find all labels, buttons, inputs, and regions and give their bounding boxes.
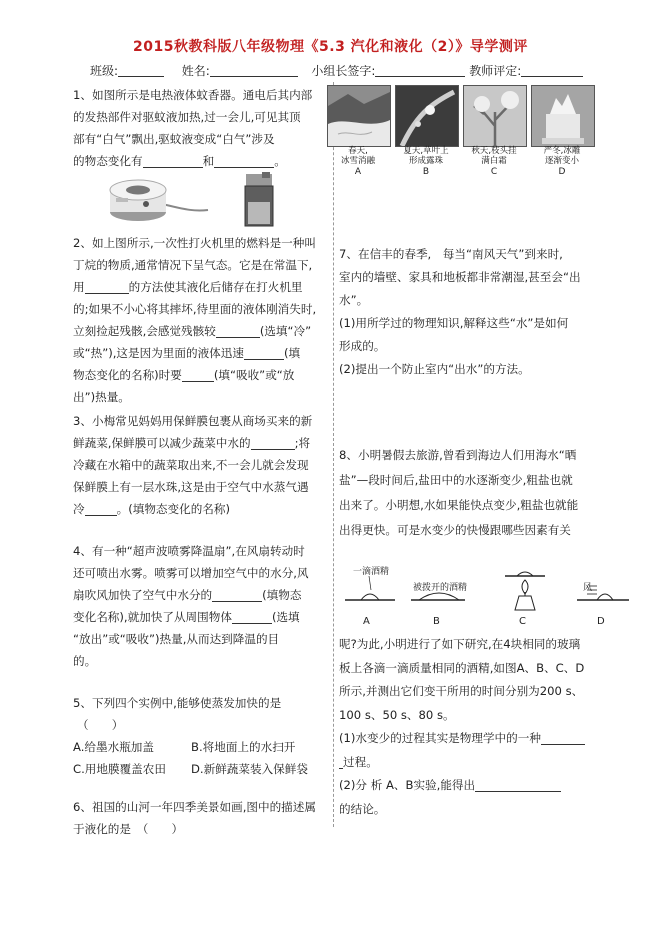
question-4 (73, 540, 335, 672)
exp-label-a: 一滴酒精 (353, 567, 390, 577)
q8-text: (2)分 析 A、B实验,能得出 (339, 778, 476, 792)
lighter-image (240, 172, 280, 228)
photo-caption: 严冬,冰雕 (543, 146, 581, 156)
answer-blank[interactable] (475, 778, 561, 792)
question-7 (339, 243, 601, 381)
answer-blank[interactable] (85, 502, 117, 516)
q3-text: 3、小梅常见妈妈用保鲜膜包裹从商场买来的新 (73, 414, 313, 428)
answer-blank[interactable] (143, 154, 203, 168)
photo-caption: 夏天,草叶上 (403, 146, 449, 156)
photo-letter: C (490, 167, 498, 177)
photo-caption: 春天, (348, 146, 368, 156)
experiment-drawing (343, 556, 633, 616)
answer-blank[interactable] (251, 436, 295, 450)
q2-text: 立刻捡起残骸,会感觉残骸较 (73, 324, 216, 338)
q8-text: 呢?为此,小明进行了如下研究,在4块相同的玻璃 (339, 637, 581, 651)
q8-text: 过程。 (343, 754, 378, 769)
q2-text: 用 (73, 280, 85, 294)
photo-spring-snow-melting (327, 85, 391, 147)
photo-caption: 形成露珠 (408, 156, 443, 166)
option-c[interactable]: C.用地膜覆盖农田 (73, 762, 166, 776)
q7-text: (1)用所学过的物理知识,解释这些“水”是如何 (339, 316, 569, 330)
answer-blank[interactable] (212, 588, 262, 602)
q1-text: 和 (202, 154, 215, 168)
q5-answer-bracket: （ ） (77, 718, 124, 732)
q3-text: 保鲜膜上有一层水珠,这是由于空气中水蒸气遇 (73, 480, 309, 494)
q6-text: 于液化的是 （ ） (73, 822, 184, 836)
season-photos (327, 85, 595, 180)
exp-letter-b: B (433, 616, 440, 627)
q4-text: (填物态 (262, 588, 302, 602)
photo-autumn-frost (463, 85, 527, 147)
q1-text: 的发热部件对驱蚊液加热,过一会儿,可见其顶 (73, 110, 301, 124)
q4-text: “放出”或“吸收”)热量,从而达到降温的目 (73, 632, 280, 646)
answer-blank[interactable] (244, 346, 284, 360)
mosquito-heater-image (100, 168, 210, 228)
q8-text: 出得更快。可是水变少的快慢跟哪些因素有关 (339, 523, 571, 537)
student-info-line (90, 62, 583, 79)
exp-label-b: 被拨开的酒精 (413, 583, 468, 593)
q8-text: (1)水变少的过程其实是物理学中的一种 (339, 731, 541, 745)
q4-text: 的。 (73, 654, 97, 668)
q6-text: 6、祖国的山河一年四季美景如画,图中的描述属 (73, 800, 316, 814)
q7-text: 7、在信丰的春季, 每当“南风天气”到来时, (339, 247, 563, 261)
question-1 (73, 84, 333, 172)
question-3 (73, 410, 335, 520)
q8-text: 的结论。 (339, 801, 386, 816)
q2-text: (填“吸收”或“放 (213, 368, 295, 382)
option-d[interactable]: D.新鲜蔬菜装入保鲜袋 (191, 762, 308, 776)
q8-text: 出来了。小明想,水如果能快点变少,粗盐也就能 (339, 498, 579, 512)
q2-text: 的;如果不小心将其摔坏,待里面的液体刚消失时, (73, 302, 317, 316)
photo-caption: 满白霜 (481, 156, 507, 166)
leader-label: 小组长签字: (311, 64, 376, 78)
q3-text: 冷藏在水箱中的蔬菜取出来,不一会儿就会发现 (73, 458, 309, 472)
photo-caption: 秋天,枝头挂 (471, 146, 517, 156)
q8-text: 板上各滴一滴质量相同的酒精,如图A、B、C、D (339, 660, 585, 675)
q2-text: (选填“冷” (259, 324, 312, 338)
photo-letter: A (354, 167, 362, 177)
answer-blank[interactable] (85, 280, 129, 294)
q3-text: 冷 (73, 502, 85, 516)
photo-caption: 冰雪消融 (340, 156, 375, 166)
exp-letter-c: C (519, 616, 526, 627)
q7-text: 形成的。 (339, 339, 386, 353)
q2-text: 2、如上图所示,一次性打火机里的燃料是一种叫 (73, 236, 316, 250)
exp-label-d: 风 (583, 583, 593, 593)
q2-text: 物态变化的名称)时要 (73, 368, 182, 382)
question-5 (73, 692, 335, 780)
leader-field[interactable] (375, 64, 465, 77)
teacher-field[interactable] (521, 64, 583, 77)
q2-text: (填 (283, 346, 301, 360)
answer-blank[interactable] (216, 324, 260, 338)
answer-blank[interactable] (232, 610, 272, 624)
question-8-intro (339, 443, 601, 543)
answer-blank[interactable] (214, 154, 274, 168)
name-field[interactable] (210, 64, 298, 77)
page-title: 2015秋教科版八年级物理《5.3 汽化和液化（2）》导学测评 (133, 39, 528, 55)
evaporation-experiment-diagram (343, 556, 633, 626)
photo-caption: 逐渐变小 (544, 156, 579, 166)
answer-blank[interactable] (541, 731, 585, 745)
q2-text: 丁烷的物质,通常情况下呈气态。它是在常温下, (73, 258, 313, 272)
q3-text: 鲜蔬菜,保鲜膜可以减少蔬菜中水的 (73, 436, 251, 450)
q4-text: 还可喷出水雾。喷雾可以增加空气中的水分,风 (73, 566, 309, 580)
photo-summer-dew (395, 85, 459, 147)
q8-text: 盐”—段时间后,盐田中的水逐渐变少,粗盐也就 (339, 473, 573, 487)
q7-text: 室内的墙壁、家具和地板都非常潮湿,甚至会“出 (339, 270, 581, 284)
q2-text: 或“热”),这是因为里面的液体迅速 (73, 346, 244, 360)
question-2 (73, 232, 335, 408)
exp-letter-a: A (363, 616, 370, 627)
q1-text: 。 (274, 154, 286, 168)
teacher-label: 教师评定: (469, 64, 522, 78)
q4-text: 扇吹风加快了空气中水分的 (73, 588, 213, 602)
question-8-body (339, 633, 601, 821)
option-b[interactable]: B.将地面上的水扫开 (191, 740, 296, 754)
question-6 (73, 796, 335, 840)
q7-text: (2)提出一个防止室内“出水”的方法。 (339, 362, 530, 376)
photo-letter: D (558, 167, 566, 177)
q3-text: ;将 (294, 436, 311, 450)
q1-text: 部有“白气”飘出,驱蚊液变成“白气”涉及 (73, 132, 275, 146)
class-label: 班级: (90, 64, 119, 78)
q4-text: (选填 (271, 610, 300, 624)
q7-text: 水”。 (339, 293, 369, 307)
q4-text: 4、有一种“超声波喷雾降温扇”,在风扇转动时 (73, 544, 305, 558)
q5-text: 5、下列四个实例中,能够使蒸发加快的是 (73, 696, 282, 710)
q1-text: 的物态变化有 (73, 154, 143, 168)
q4-text: 变化名称),就加快了从周围物体 (73, 610, 232, 624)
photo-letter: B (422, 167, 430, 177)
exp-letter-d: D (597, 616, 605, 627)
q8-text: 8、小明暑假去旅游,曾看到海边人们用海水“晒 (339, 448, 577, 462)
q2-text: 出”)热量。 (73, 390, 130, 404)
q8-text: 所示,并测出它们变干所用的时间分别为200 s、 (339, 684, 584, 698)
name-label: 姓名: (181, 64, 210, 78)
answer-blank[interactable] (182, 368, 214, 382)
photo-winter-ice-sculpture (531, 85, 595, 147)
q8-text: 100 s、50 s、80 s。 (339, 707, 455, 722)
q3-text: 。(填物态变化的名称) (116, 502, 231, 516)
option-a[interactable]: A.给墨水瓶加盖 (73, 740, 154, 754)
q1-text: 1、如图所示是电热液体蚊香器。通电后其内部 (73, 88, 313, 102)
class-field[interactable] (118, 64, 164, 77)
q2-text: 的方法使其液化后储存在打火机里 (128, 280, 303, 294)
